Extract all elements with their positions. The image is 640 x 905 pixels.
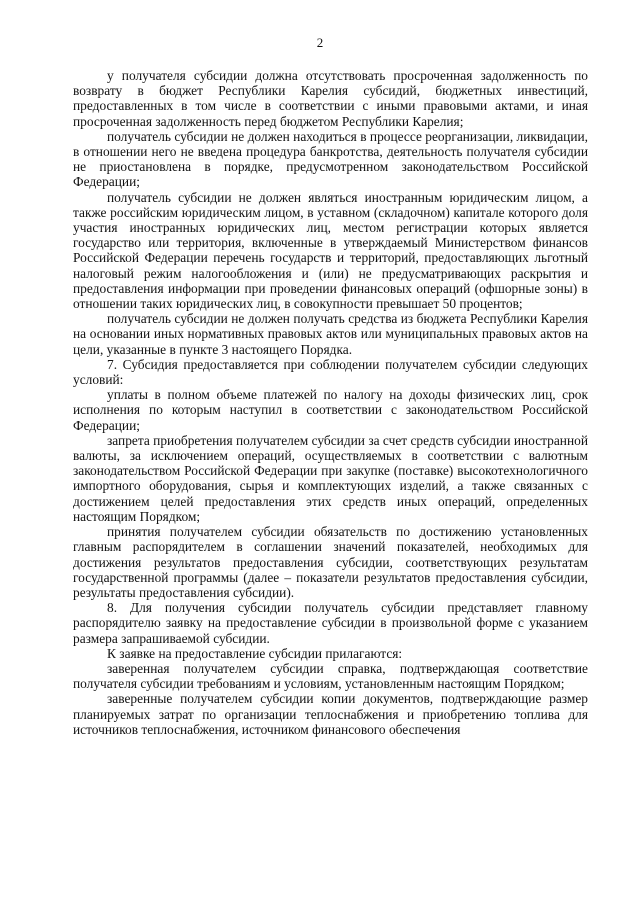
paragraph: заверенная получателем субсидии справка, подтверждающая соответствие получателя субсидии требованиям и условиям, установленным настоящим Порядком;	[73, 660, 588, 692]
paragraph: запрета приобретения получателем субсидии за счет средств субсидии иностранной валюты, за исключением операций, осуществляемых в соответствии с валютным законодательством Российской Федерации при закупке (поставке) высокотехнологичного импортного оборудования, сырья и комплектующих изделий, а также связанных с достижением целей предоставления этих средств иных операций, определенных настоящим Порядком;	[73, 432, 588, 524]
paragraph: 8. Для получения субсидии получатель субсидии представляет главному распорядителю заявку на предоставление субсидии в произвольной форме с указанием размера запрашиваемой субсидии.	[73, 600, 588, 646]
document-body	[73, 68, 588, 737]
paragraph: К заявке на предоставление субсидии прилагаются:	[107, 645, 403, 661]
paragraph: получатель субсидии не должен получать средства из бюджета Республики Карелия на основании иных нормативных правовых актов или муниципальных правовых актов на цели, указанные в пункте 3 настоящего Порядка.	[73, 311, 588, 357]
paragraph: у получателя субсидии должна отсутствовать просроченная задолженность по возврату в бюджет Республики Карелия субсидий, бюджетных инвестиций, предоставленных в том числе в соответствии с иными правовыми актами, и иная просроченная задолженность перед бюджетом Республики Карелия;	[73, 68, 588, 129]
page-number: 2	[316, 35, 324, 50]
paragraph: 7. Субсидия предоставляется при соблюдении получателем субсидии следующих условий:	[73, 356, 588, 388]
paragraph: заверенные получателем субсидии копии документов, подтверждающие размер планируемых затрат по организации теплоснабжения и приобретению топлива для источников теплоснабжения, источником финансового обеспечения	[73, 691, 588, 737]
paragraph: получатель субсидии не должен являться иностранным юридическим лицом, а также российским юридическим лицом, в уставном (складочном) капитале которого доля участия иностранных юридических лиц, местом регистрации которых является государство или территория, включенные в утверждаемый Министерством финансов Российской Федерации перечень государств и территорий, предоставляющих льготный налоговый режим налогообложения и (или) не предусматривающих раскрытия и предоставления информации при проведении финансовых операций (офшорные зоны) в отношении таких юридических лиц, в совокупности превышает 50 процентов;	[73, 189, 588, 312]
paragraph: получатель субсидии не должен находиться в процессе реорганизации, ликвидации, в отношении него не введена процедура банкротства, деятельность получателя субсидии не приостановлена в порядке, предусмотренном законодательством Российской Федерации;	[73, 128, 588, 190]
paragraph: уплаты в полном объеме платежей по налогу на доходы физических лиц, срок исполнения по которым наступил в соответствии с законодательством Российской Федерации;	[73, 387, 588, 433]
paragraph: принятия получателем субсидии обязательств по достижению установленных главным распорядителем в соглашении значений показателей, необходимых для достижения результатов предоставления субсидии, соответствующих результатам государственной программы (далее – показатели результатов предоставления субсидии, результаты предоставления субсидии).	[73, 524, 588, 600]
